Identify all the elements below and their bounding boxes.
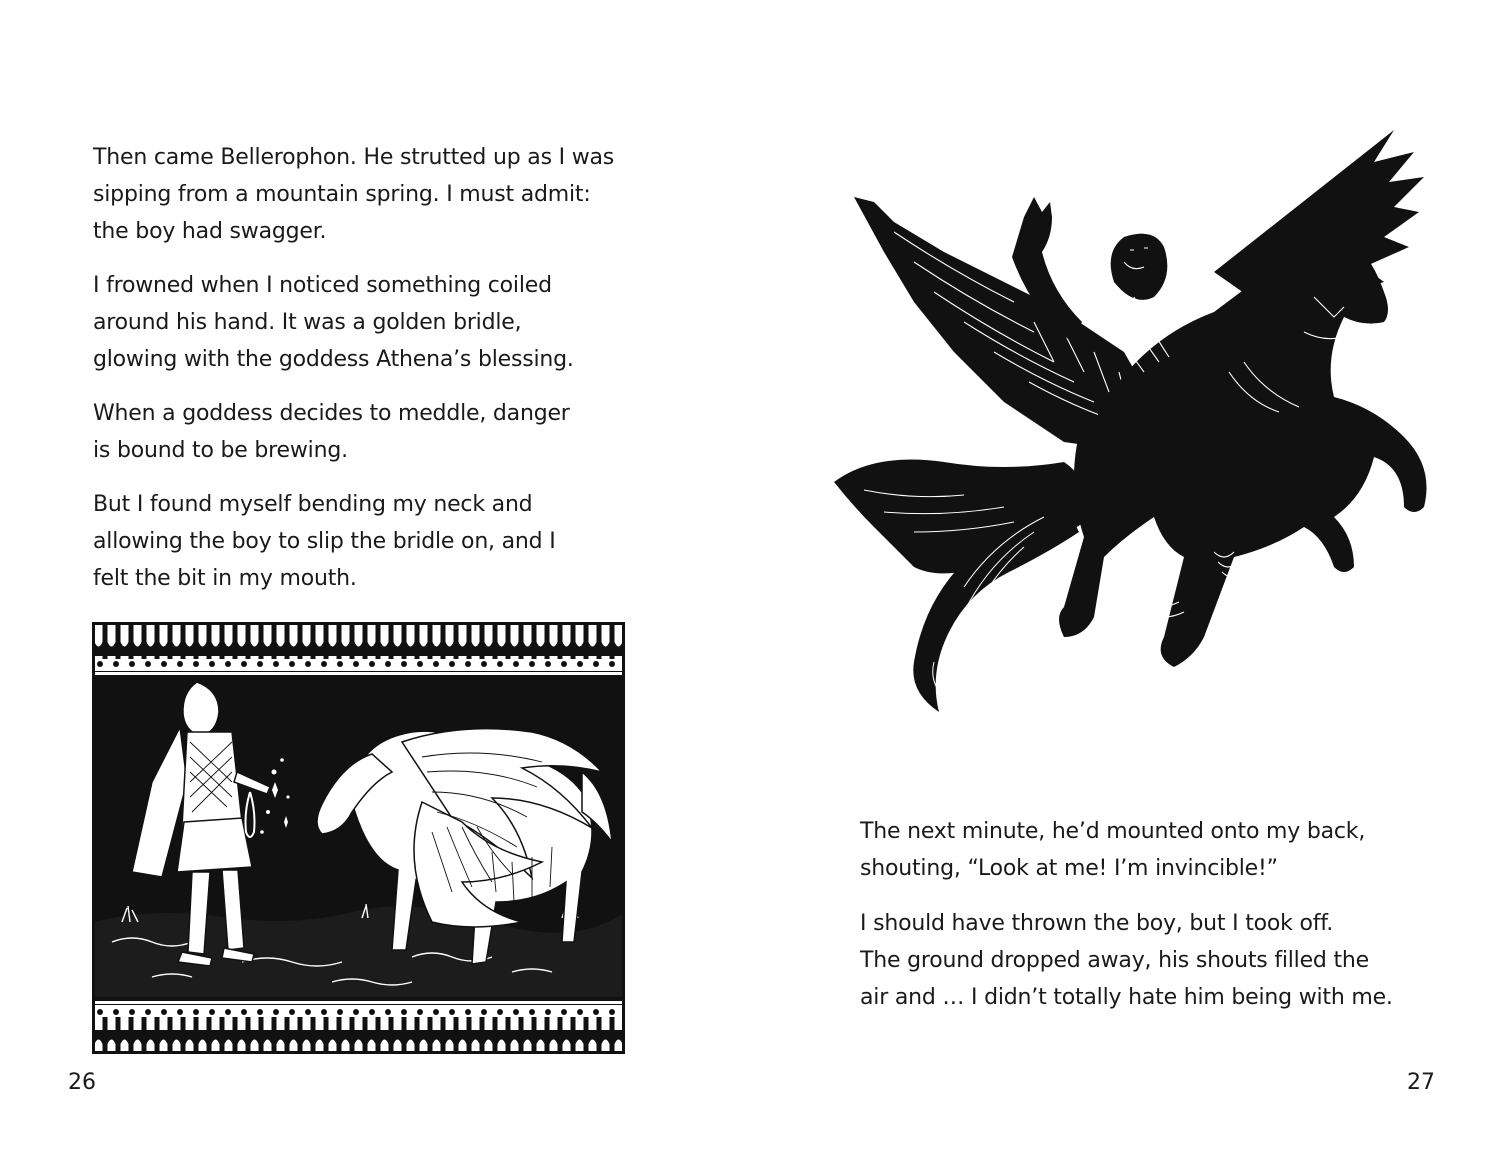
text-line: The next minute, he’d mounted onto my back,: [860, 819, 1366, 844]
text-line: I should have thrown the boy, but I took off.: [860, 911, 1334, 936]
text-line: I frowned when I noticed something coiled: [93, 273, 552, 298]
bridle-scene-illustration: [92, 622, 625, 1054]
text-line: Then came Bellerophon. He strutted up as I was: [93, 145, 615, 170]
paragraph-1: [93, 139, 614, 250]
text-line: is bound to be brewing.: [93, 438, 348, 463]
page-number-left: 26: [68, 1070, 96, 1095]
text-line: shouting, “Look at me! I’m invincible!”: [860, 856, 1278, 881]
text-line: around his hand. It was a golden bridle,: [93, 310, 522, 335]
text-line: air and … I didn’t totally hate him being with me.: [860, 985, 1393, 1010]
paragraph-4: [93, 486, 556, 597]
text-line: the boy had swagger.: [93, 219, 327, 244]
text-line: When a goddess decides to meddle, danger: [93, 401, 570, 426]
flying-pegasus-illustration: [834, 122, 1454, 772]
paragraph-6: [860, 905, 1393, 1016]
text-line: allowing the boy to slip the bridle on, and I: [93, 529, 556, 554]
text-line: The ground dropped away, his shouts filled the: [860, 948, 1369, 973]
paragraph-3: [93, 395, 570, 469]
text-line: felt the bit in my mouth.: [93, 566, 357, 591]
page-number-right: 27: [1407, 1070, 1435, 1095]
paragraph-2: [93, 267, 574, 378]
text-line: But I found myself bending my neck and: [93, 492, 533, 517]
right-page: [750, 0, 1500, 1151]
text-line: glowing with the goddess Athena’s blessing.: [93, 347, 574, 372]
paragraph-5: [860, 813, 1365, 887]
text-line: sipping from a mountain spring. I must admit:: [93, 182, 591, 207]
